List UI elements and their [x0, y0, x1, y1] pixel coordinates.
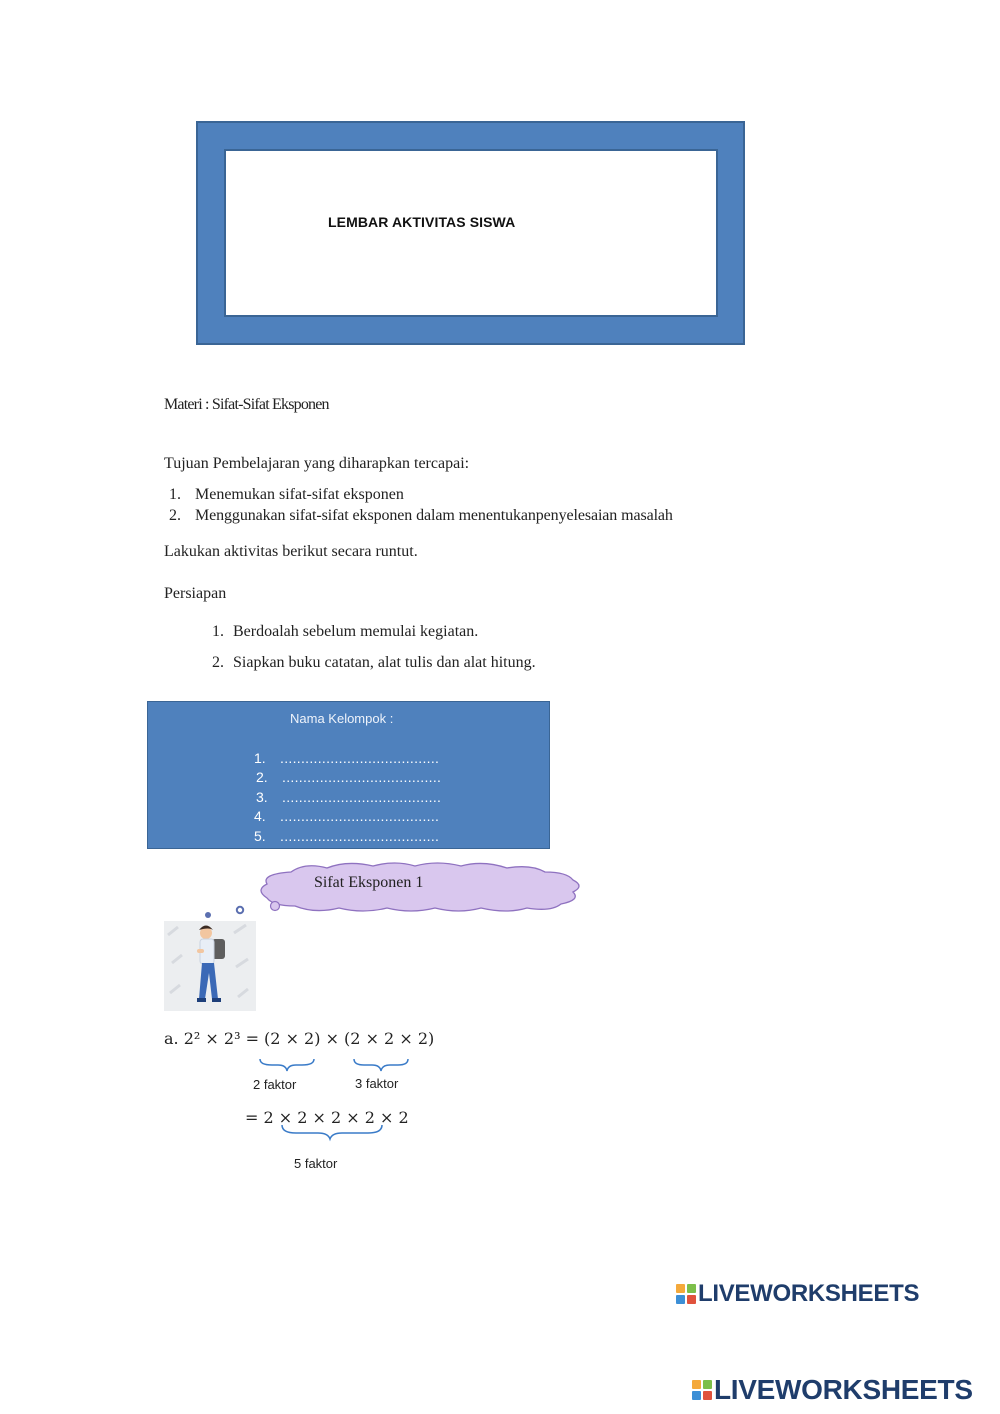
list-item — [169, 486, 769, 507]
logo-text: LIVEWORKSHEETS — [698, 1280, 920, 1307]
preparation-heading: Persiapan — [164, 585, 227, 602]
member-blank: ...................................... — [282, 789, 442, 805]
list-item — [212, 654, 712, 679]
preparation-list — [212, 623, 712, 679]
title-inner-box — [224, 149, 718, 317]
logo-tiles-icon — [676, 1284, 696, 1304]
liveworksheets-logo-footer — [692, 1374, 973, 1406]
list-number: 2. — [169, 507, 181, 524]
example-expression: a. 2² × 2³ = (2 × 2) × (2 × 2 × 2) — [164, 1029, 435, 1048]
list-item — [169, 507, 769, 528]
list-text: Menggunakan sifat-sifat eksponen dalam menentukanpenyelesaian masalah — [195, 507, 673, 524]
student-illustration-icon — [164, 905, 256, 1011]
group-title: Nama Kelompok : — [290, 711, 394, 726]
brace-label: 5 faktor — [294, 1156, 338, 1171]
member-number: 5. — [254, 828, 266, 844]
example-result: = 2 × 2 × 2 × 2 × 2 — [245, 1108, 409, 1127]
member-blank: ...................................... — [282, 769, 442, 785]
member-number: 3. — [256, 789, 268, 805]
section-title: Sifat Eksponen 1 — [314, 874, 424, 891]
member-number: 1. — [254, 750, 266, 766]
liveworksheets-logo — [676, 1280, 919, 1308]
factor-brace-icon — [250, 1057, 430, 1079]
list-number: 1. — [169, 486, 181, 503]
objectives-list — [169, 486, 769, 530]
list-text: Berdoalah sebelum memulai kegiatan. — [233, 623, 479, 640]
list-number: 2. — [212, 654, 224, 671]
materi-text: Materi : Sifat-Sifat Eksponen — [164, 396, 329, 413]
brace-label: 2 faktor — [253, 1077, 297, 1092]
member-blank: ...................................... — [280, 750, 440, 766]
list-text: Menemukan sifat-sifat eksponen — [195, 486, 404, 503]
logo-text: LIVEWORKSHEETS — [714, 1374, 973, 1405]
member-number: 4. — [254, 808, 266, 824]
materi-line — [164, 396, 329, 414]
list-item — [212, 623, 712, 654]
brace-label: 3 faktor — [355, 1076, 399, 1091]
group-name-box — [147, 701, 550, 849]
worksheet-title: LEMBAR AKTIVITAS SISWA — [328, 214, 516, 230]
objectives-heading: Tujuan Pembelajaran yang diharapkan tercapai: — [164, 455, 470, 472]
member-blank: ...................................... — [280, 808, 440, 824]
instruction-text: Lakukan aktivitas berikut secara runtut. — [164, 543, 418, 560]
member-number: 2. — [256, 769, 268, 785]
logo-tiles-icon — [692, 1380, 712, 1400]
factor-brace-icon — [278, 1123, 398, 1145]
member-blank: ...................................... — [280, 828, 440, 844]
list-number: 1. — [212, 623, 224, 640]
list-text: Siapkan buku catatan, alat tulis dan alat hitung. — [233, 654, 536, 671]
